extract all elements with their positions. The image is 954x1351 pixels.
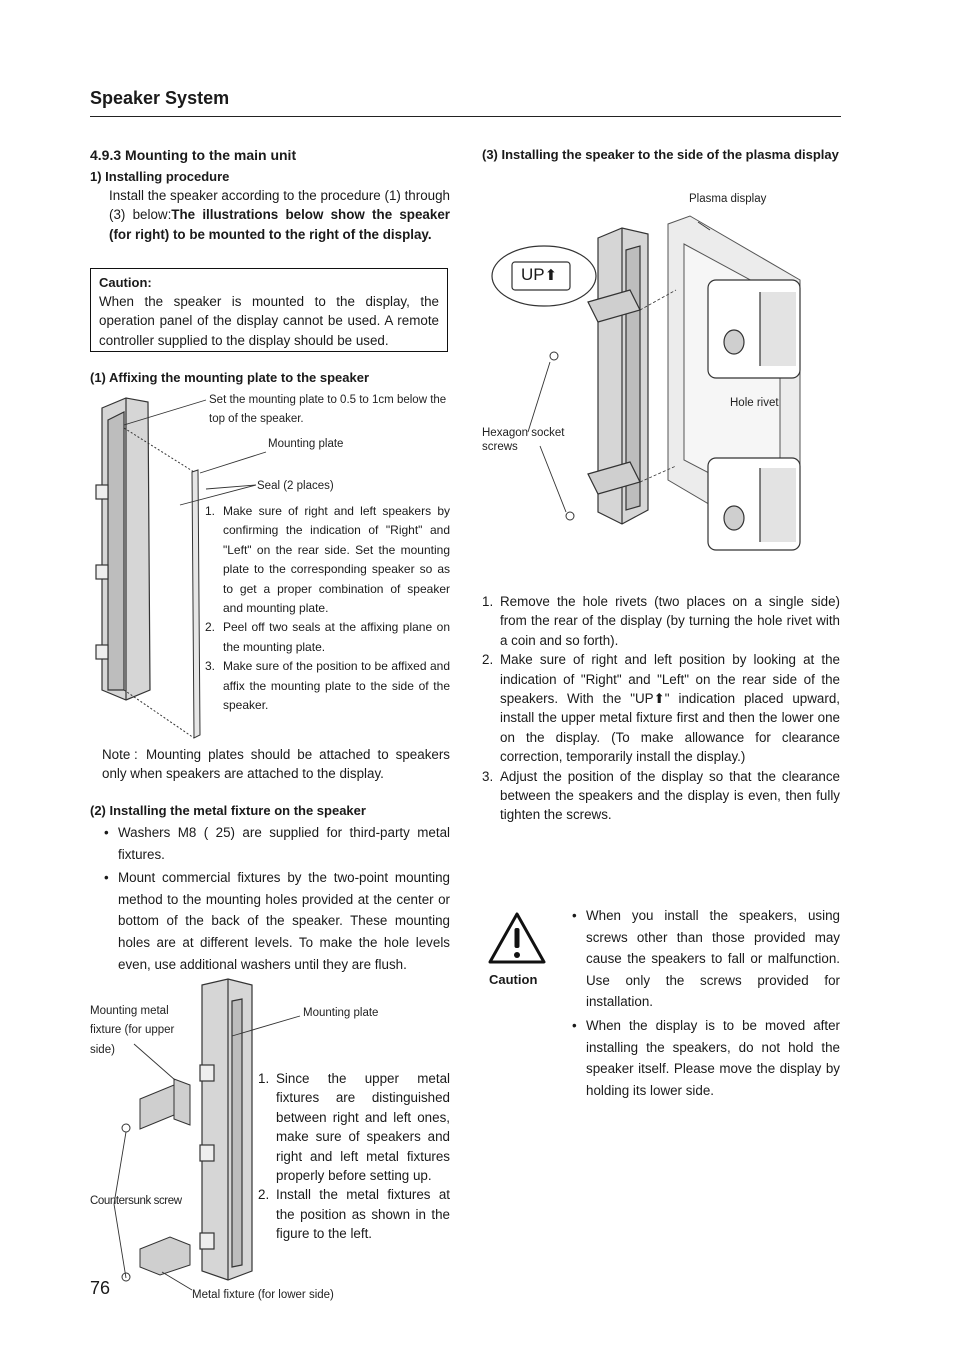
note-text: Mounting plates should be attached to speakers only when speakers are attached to the display. (102, 747, 450, 782)
step2-bullets (104, 822, 450, 977)
step3-item: 3. Adjust the position of the display so that the clearance between the speakers and the display is even, then fully tighten the screws. (482, 768, 840, 823)
step1-list (205, 502, 450, 715)
plasma-display-label: Plasma display (689, 193, 767, 205)
warning-triangle-icon (488, 910, 548, 966)
note-label: Note : (102, 747, 138, 762)
hole-rivet-inset-upper (708, 280, 800, 378)
up-indicator-label: UP⬆ (521, 265, 558, 284)
step1-heading: (1) Affixing the mounting plate to the speaker (90, 370, 370, 385)
step2-item: 2. Install the metal fixtures at the position as shown in the figure to the left. (258, 1187, 450, 1242)
step2-list (258, 1069, 450, 1244)
step3-item: 2. Make sure of right and left position by looking at the indication of "Right" and "Left" on the rear side of the speakers. With the "UP⬆" indication placed upward, install the upper metal fixture first and then the lower one on the display. (To make allowance for clearance correction, temporarily install the display.) (482, 652, 840, 765)
caution-box-title: Caution: (99, 275, 152, 290)
figure-speaker-to-display (480, 210, 820, 555)
caution-box-text: When the speaker is mounted to the display, the operation panel of the display cannot be used. A remote controller supplied to the display should be used. (99, 294, 439, 348)
caution-box (90, 268, 448, 352)
intro-paragraph (109, 186, 450, 244)
hole-rivet-inset-lower (708, 458, 800, 550)
countersunk-screw-label: Countersunk screw (90, 1195, 182, 1207)
step1-note (102, 745, 450, 784)
step1-item: 1. Make sure of right and left speakers by confirming the indication of "Right" and "Left" on the rear side. Set the mounting plate to the corresponding speaker so as to get a proper combination of speaker and mounting plate. (205, 504, 450, 616)
step2-heading: (2) Installing the metal fixture on the speaker (90, 803, 366, 818)
installing-heading: 1) Installing procedure (90, 169, 230, 184)
intro-bold: The illustrations below show the speaker (for right) to be mounted to the right of the display. (109, 207, 450, 242)
seal-label: Seal (2 places) (257, 480, 334, 492)
step2-item: 1. Since the upper metal fixtures are distinguished between right and left ones, make sure of speakers and right and left metal fixtures properly before setting up. (258, 1071, 450, 1184)
warning-label: Caution (489, 972, 538, 987)
hexagon-screw-label: Hexagon socket screws (482, 427, 565, 453)
header-rule (90, 116, 841, 117)
hole-rivet-label: Hole rivet (730, 397, 779, 409)
figure1-leaders (120, 395, 260, 505)
step2-bullet: • Mount commercial fixtures by the two-point mounting method to the mounting holes provided at the center or bottom of the back of the speaker. These mounting holes are at different levels. To make the hole levels even, use additional washers until they are flush. (104, 870, 450, 972)
step3-list (482, 592, 840, 825)
arrow-up-icon: ⬆ (544, 267, 558, 284)
mounting-plate-label-2: Mounting plate (303, 1007, 379, 1019)
step3-item: 1. Remove the hole rivets (two places on a single side) from the rear of the display (by turning the hole rivet with a coin and so forth). (482, 594, 840, 648)
page-number: 76 (90, 1278, 111, 1298)
step2-bullet: • Washers M8 ( 25) are supplied for third-party metal fixtures. (104, 825, 450, 862)
warning-bullet: • When you install the speakers, using screws other than those provided may cause the speakers to fall or malfunction. Use only the screws provided for installation. (572, 908, 840, 1010)
warning-bullets (572, 905, 840, 1103)
warning-bullet: • When the display is to be moved after installing the speakers, do not hold the speaker itself. Please move the display by holding its lower side. (572, 1017, 840, 1098)
page-section-title: Speaker System (90, 88, 230, 108)
speaker-body-illustration-3 (588, 228, 648, 524)
mounting-plate-label: Mounting plate (268, 438, 344, 450)
step1-item: 2. Peel off two seals at the affixing plane on the mounting plate. (205, 620, 450, 654)
step1-item: 3. Make sure of the position to be affixed and affix the mounting plate to the side of the speaker. (205, 659, 450, 713)
intro-plain: Install the speaker according to the procedure (1) through (3) below: (109, 188, 450, 223)
step3-heading: (3) Installing the speaker to the side of the plasma display (482, 147, 839, 162)
lower-fixture-label: Metal fixture (for lower side) (192, 1289, 334, 1301)
subsection-title: 4.9.3 Mounting to the main unit (90, 147, 297, 163)
set-plate-label: Set the mounting plate to 0.5 to 1cm below the top of the speaker. (209, 394, 447, 426)
upper-fixture-label: Mounting metal fixture (for upper side) (90, 1005, 175, 1056)
